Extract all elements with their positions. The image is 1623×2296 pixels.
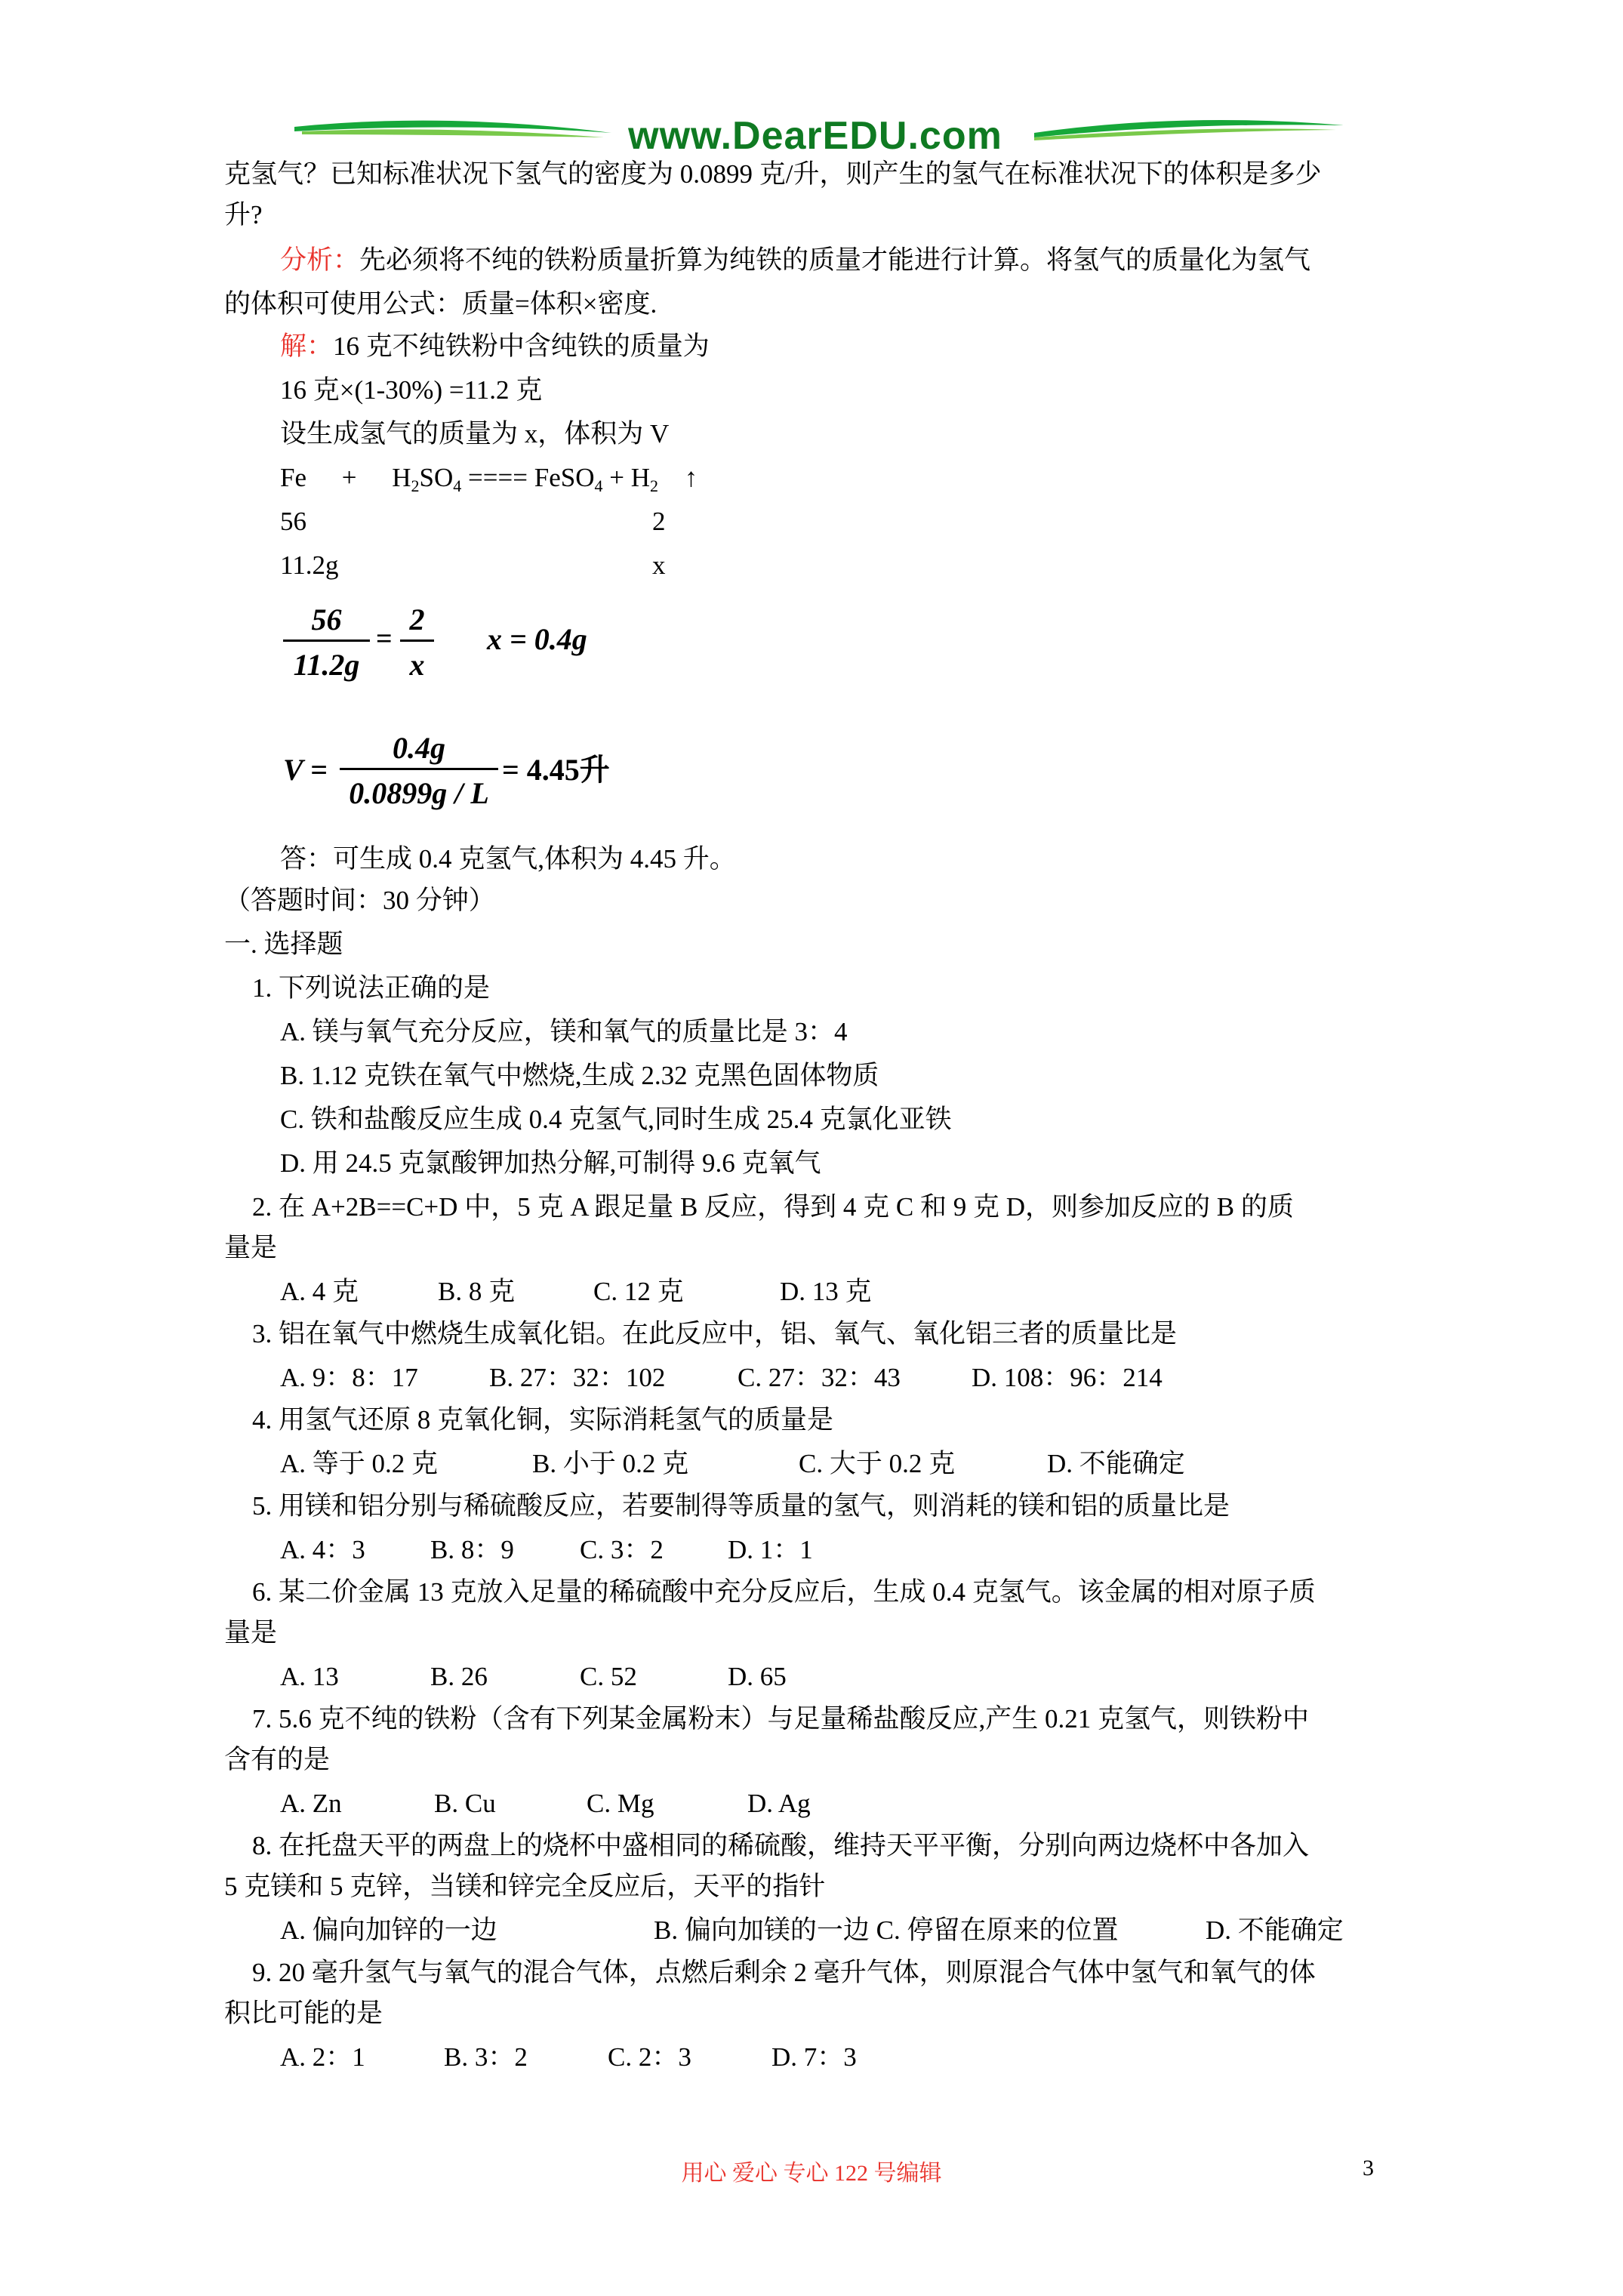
header-swoosh-right bbox=[1034, 112, 1344, 149]
q2-option-c: C. 12 克 bbox=[593, 1277, 684, 1306]
q8-option-b-c: B. 偏向加镁的一边 C. 停留在原来的位置 bbox=[654, 1915, 1119, 1945]
q5-stem: 5. 用镁和铝分别与稀硫酸反应，若要制得等质量的氢气，则消耗的镁和铝的质量比是 bbox=[252, 1491, 1230, 1521]
q7-stem-1: 7. 5.6 克不纯的铁粉（含有下列某金属粉末）与足量稀盐酸反应,产生 0.21 克氢气，则铁粉中 bbox=[252, 1704, 1310, 1734]
q8-stem-1: 8. 在托盘天平的两盘上的烧杯中盛相同的稀硫酸，维持天平平衡，分别向两边烧杯中各加入 bbox=[252, 1831, 1310, 1860]
q6-option-b: B. 26 bbox=[430, 1662, 488, 1691]
problem-line-2: 升? bbox=[224, 200, 263, 230]
q2-stem-2: 量是 bbox=[224, 1233, 278, 1262]
q5-option-b: B. 8：9 bbox=[430, 1535, 514, 1564]
q7-option-b: B. Cu bbox=[434, 1789, 496, 1818]
q6-option-c: C. 52 bbox=[580, 1662, 637, 1691]
footer-text: 用心 爱心 专心 122 号编辑 bbox=[681, 2161, 942, 2186]
q3-option-b: B. 27：32：102 bbox=[489, 1363, 666, 1392]
fraction-56-over-11.2g: 56 11.2g bbox=[283, 600, 370, 683]
q1-stem: 1. 下列说法正确的是 bbox=[252, 973, 491, 1003]
q4-option-b: B. 小于 0.2 克 bbox=[532, 1449, 689, 1478]
fraction-bar bbox=[340, 768, 498, 770]
q1-option-d: D. 用 24.5 克氯酸钾加热分解,可制得 9.6 克氧气 bbox=[280, 1148, 821, 1178]
solution-line-3: 设生成氢气的质量为 x，体积为 V bbox=[280, 419, 670, 448]
up-arrow-icon: ↑ bbox=[684, 463, 698, 492]
q6-option-a: A. 13 bbox=[280, 1662, 339, 1691]
q1-option-c: C. 铁和盐酸反应生成 0.4 克氢气,同时生成 25.4 克氯化亚铁 bbox=[280, 1105, 952, 1134]
answer-line: 答：可生成 0.4 克氢气,体积为 4.45 升。 bbox=[280, 844, 736, 874]
analysis-line-1: 分析：先必须将不纯的铁粉质量折算为纯铁的质量才能进行计算。将氢气的质量化为氢气 bbox=[280, 245, 1311, 275]
q1-option-a: A. 镁与氧气充分反应，镁和氧气的质量比是 3：4 bbox=[280, 1017, 848, 1046]
q7-option-d: D. Ag bbox=[747, 1789, 811, 1818]
q9-option-b: B. 3：2 bbox=[444, 2042, 528, 2072]
analysis-label: 分析： bbox=[280, 245, 360, 275]
q4-stem: 4. 用氢气还原 8 克氧化铜，实际消耗氢气的质量是 bbox=[252, 1405, 834, 1435]
header-swoosh-left bbox=[294, 112, 611, 149]
page-number: 3 bbox=[1363, 2156, 1374, 2180]
q2-option-d: D. 13 克 bbox=[780, 1277, 872, 1306]
header-logo: www.DearEDU.com bbox=[628, 114, 1002, 158]
q8-option-d: D. 不能确定 bbox=[1206, 1915, 1344, 1945]
q7-stem-2: 含有的是 bbox=[224, 1745, 331, 1774]
analysis-line-2: 的体积可使用公式：质量=体积×密度. bbox=[224, 289, 658, 319]
q3-option-c: C. 27：32：43 bbox=[738, 1363, 901, 1392]
q4-option-c: C. 大于 0.2 克 bbox=[799, 1449, 956, 1478]
chemical-equation: $Fe + H_2SO_4$ ==== FeSO$_4$ + $H_2$ ↑ bbox=[280, 463, 698, 495]
equals-sign: = bbox=[376, 623, 393, 655]
q5-option-d: D. 1：1 bbox=[728, 1535, 813, 1564]
q8-option-a: A. 偏向加锌的一边 bbox=[280, 1915, 497, 1945]
fraction-2-over-x: 2 x bbox=[400, 600, 434, 683]
q7-option-c: C. Mg bbox=[587, 1789, 654, 1818]
q3-stem: 3. 铝在氧气中燃烧生成氧化铝。在此反应中，铝、氧气、氧化铝三者的质量比是 bbox=[252, 1319, 1178, 1348]
solution-line-2: 16 克×(1-30%) =11.2 克 bbox=[280, 375, 543, 405]
volume-label: V = bbox=[283, 753, 328, 787]
problem-line-1: 克氢气？已知标准状况下氢气的密度为 0.0899 克/升，则产生的氢气在标准状况下的体积是多少 bbox=[224, 159, 1322, 189]
volume-result: = 4.45升 bbox=[502, 753, 610, 787]
q9-stem-2: 积比可能的是 bbox=[224, 1999, 383, 2028]
q7-option-a: A. Zn bbox=[280, 1789, 342, 1818]
solution-label: 解： bbox=[280, 331, 334, 361]
mass-h2: x bbox=[652, 550, 666, 580]
q9-option-a: A. 2：1 bbox=[280, 2042, 365, 2072]
section-title: 一. 选择题 bbox=[224, 929, 343, 959]
q9-option-c: C. 2：3 bbox=[608, 2042, 691, 2072]
molar-mass-fe: 56 bbox=[280, 507, 306, 536]
q6-stem-2: 量是 bbox=[224, 1618, 278, 1647]
solution-line-1: 解：16 克不纯铁粉中含纯铁的质量为 bbox=[280, 331, 710, 361]
q5-option-c: C. 3：2 bbox=[580, 1535, 664, 1564]
q6-stem-1: 6. 某二价金属 13 克放入足量的稀硫酸中充分反应后，生成 0.4 克氢气。该金属的相对原子质 bbox=[252, 1577, 1316, 1607]
q2-stem-1: 2. 在 A+2B==C+D 中，5 克 A 跟足量 B 反应，得到 4 克 C 和 9 克 D，则参加反应的 B 的质 bbox=[252, 1192, 1294, 1222]
q2-option-a: A. 4 克 bbox=[280, 1277, 359, 1306]
q3-option-a: A. 9：8：17 bbox=[280, 1363, 418, 1392]
fraction-volume: 0.4g 0.0899g / L bbox=[340, 729, 498, 812]
q6-option-d: D. 65 bbox=[728, 1662, 787, 1691]
fraction-bar bbox=[283, 639, 370, 642]
q4-option-d: D. 不能确定 bbox=[1047, 1449, 1185, 1478]
q3-option-d: D. 108：96：214 bbox=[972, 1363, 1163, 1392]
q8-stem-2: 5 克镁和 5 克锌，当镁和锌完全反应后，天平的指针 bbox=[224, 1872, 826, 1901]
q9-stem-1: 9. 20 毫升氢气与氧气的混合气体，点燃后剩余 2 毫升气体，则原混合气体中氢气和氧气的体 bbox=[252, 1958, 1316, 1987]
q4-option-a: A. 等于 0.2 克 bbox=[280, 1449, 439, 1478]
time-note: （答题时间：30 分钟） bbox=[224, 886, 495, 915]
q1-option-b: B. 1.12 克铁在氧气中燃烧,生成 2.32 克黑色固体物质 bbox=[280, 1061, 879, 1090]
q5-option-a: A. 4：3 bbox=[280, 1535, 365, 1564]
fraction-bar bbox=[400, 639, 434, 642]
q9-option-d: D. 7：3 bbox=[771, 2042, 857, 2072]
q2-option-b: B. 8 克 bbox=[438, 1277, 516, 1306]
mass-fe: 11.2g bbox=[280, 550, 339, 580]
result-x: x = 0.4g bbox=[487, 622, 587, 656]
molar-mass-h2: 2 bbox=[652, 507, 666, 536]
